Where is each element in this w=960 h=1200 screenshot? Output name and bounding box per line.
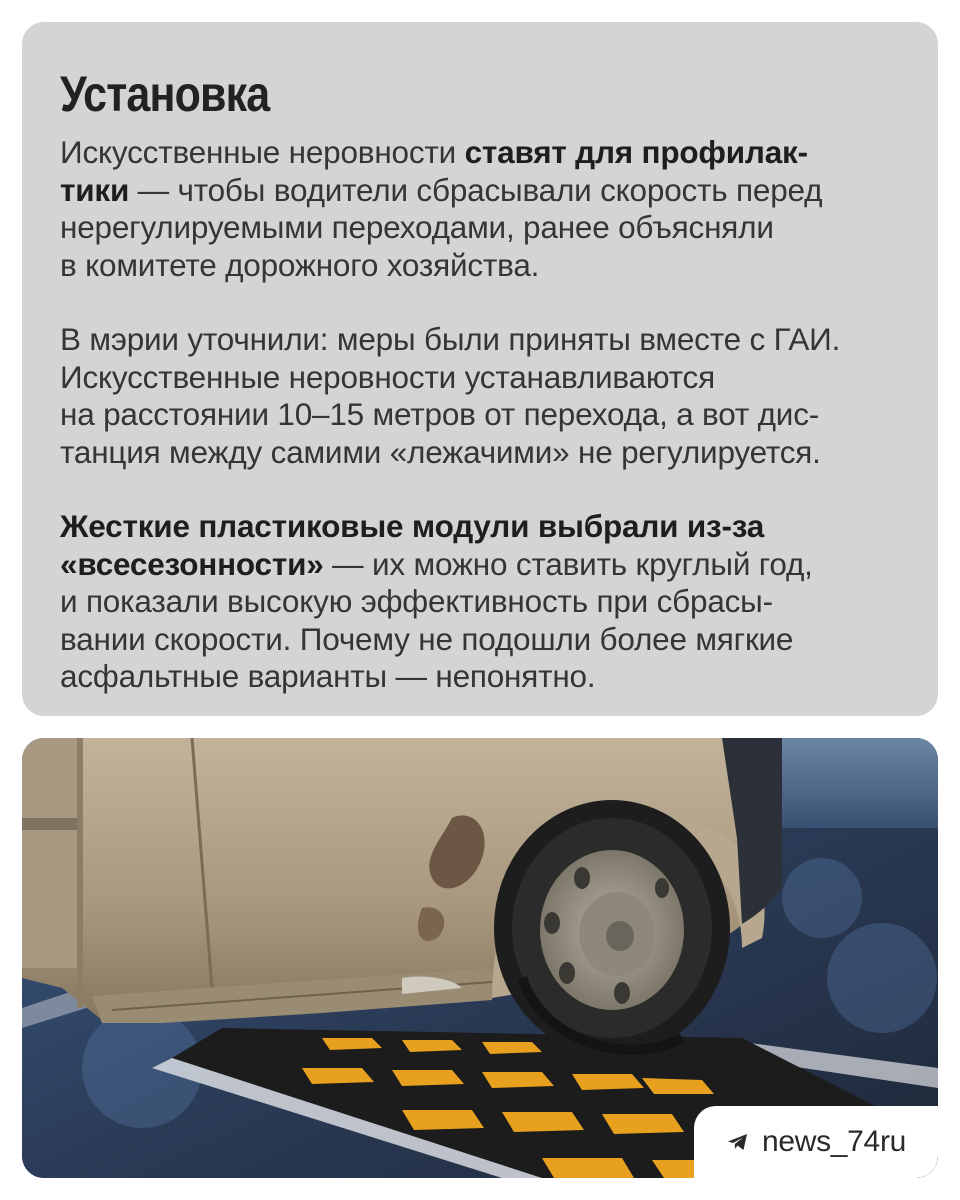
- text-run: и показали высокую эффективность при сбрасы-: [60, 583, 773, 619]
- telegram-icon: [726, 1130, 750, 1154]
- paragraph-line: [60, 359, 908, 397]
- bold-text: ставят для профилак-: [464, 134, 808, 170]
- paragraph-line: [60, 209, 908, 247]
- paragraph-line: [60, 321, 908, 359]
- text-run: на расстоянии 10–15 метров от перехода, а вот дис-: [60, 396, 820, 432]
- paragraph-line: [60, 508, 908, 546]
- paragraph-line: [60, 247, 908, 285]
- text-run: В мэрии уточнили: меры были приняты вместе с ГАИ.: [60, 321, 841, 357]
- paragraph-line: [60, 658, 908, 696]
- text-run: асфальтные варианты — непонятно.: [60, 658, 596, 694]
- source-badge[interactable]: [694, 1106, 938, 1178]
- paragraph-line: [60, 396, 908, 434]
- card-body: [60, 134, 908, 696]
- card-title: Установка: [60, 66, 270, 122]
- card-paragraph-3: [60, 508, 908, 696]
- card-paragraph-2: [60, 321, 908, 471]
- text-run: в комитете дорожного хозяйства.: [60, 246, 540, 283]
- bold-text: Жесткие пластиковые модули выбрали из-за: [60, 508, 765, 544]
- bold-text: тики: [60, 171, 130, 208]
- paragraph-line: [60, 172, 908, 210]
- text-run: танция между самими «лежачими» не регулируется.: [60, 433, 821, 470]
- text-run: Искусственные неровности: [60, 134, 465, 170]
- paragraph-line: [60, 434, 908, 472]
- paragraph-line: [60, 621, 908, 659]
- source-handle: news_74ru: [761, 1125, 907, 1158]
- text-run: — чтобы водители сбрасывали скорость перед: [129, 171, 823, 208]
- text-run: вании скорости. Почему не подошли более мягкие: [60, 620, 794, 657]
- text-run: — их можно ставить круглый год,: [323, 545, 813, 582]
- text-run: нерегулируемыми переходами, ранее объясняли: [60, 209, 774, 245]
- card-paragraph-1: [60, 134, 908, 284]
- paragraph-line: [60, 583, 908, 621]
- text-card: [22, 22, 938, 716]
- paragraph-line: [60, 134, 908, 172]
- paragraph-line: [60, 546, 908, 584]
- text-run: Искусственные неровности устанавливаются: [60, 358, 715, 395]
- bold-text: «всесезонности»: [60, 545, 324, 582]
